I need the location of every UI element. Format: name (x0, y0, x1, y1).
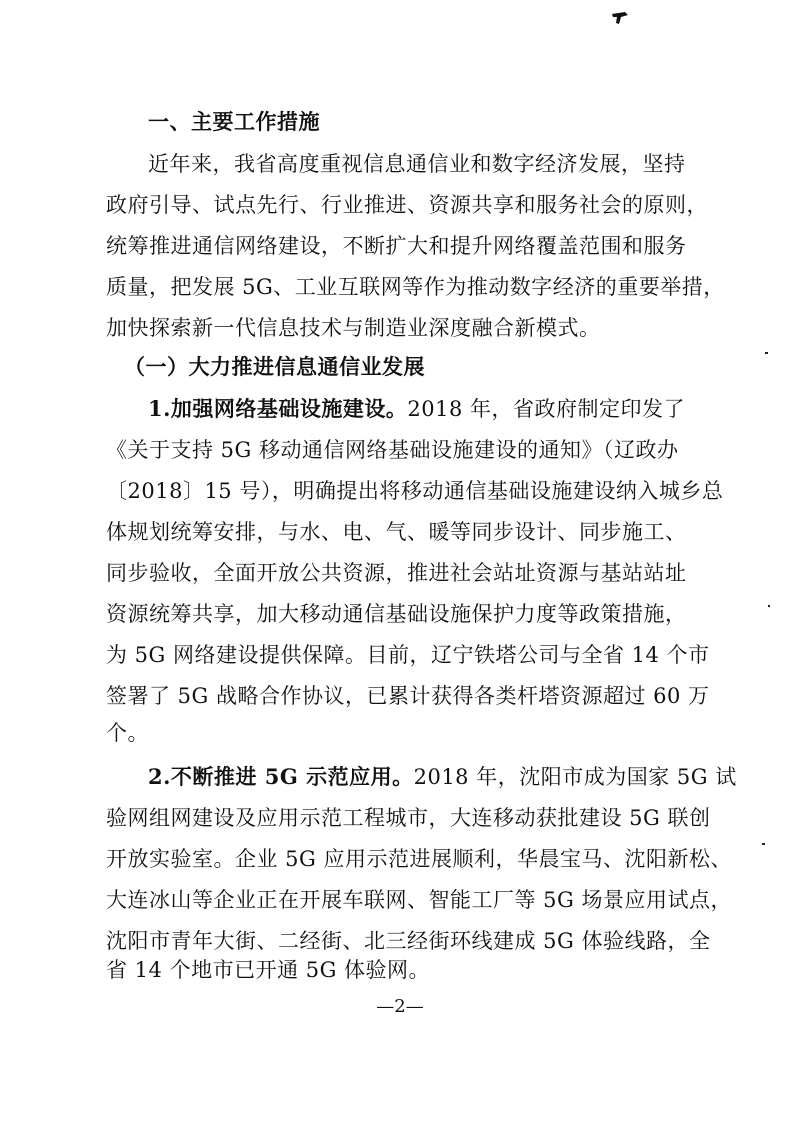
item-2-line: 省 14 个地市已开通 5G 体验网。 (106, 958, 431, 982)
item-2-first-line-text: 2018 年，沈阳市成为国家 5G 试 (413, 765, 737, 789)
scan-speck (765, 352, 768, 354)
item-1-line: 个。 (106, 721, 149, 745)
item-2-first-line (148, 765, 737, 789)
intro-line: 统筹推进通信网络建设，不断扩大和提升网络覆盖范围和服务 (106, 234, 687, 258)
intro-line: 加快探索新一代信息技术与制造业深度融合新模式。 (106, 316, 601, 340)
item-2-line: 验网组网建设及应用示范工程城市，大连移动获批建设 5G 联创 (106, 806, 711, 830)
item-2-line: 开放实验室。企业 5G 应用示范进展顺利，华晨宝马、沈阳新松、 (106, 847, 732, 871)
scan-speck (768, 605, 770, 607)
item-1-title: 1.加强网络基础设施建设。 (148, 396, 408, 421)
intro-line: 政府引导、试点先行、行业推进、资源共享和服务社会的原则， (106, 193, 708, 217)
item-1-first-line (148, 397, 685, 421)
item-2-title: 2.不断推进 5G 示范应用。 (148, 764, 414, 789)
intro-line: 质量，把发展 5G、工业互联网等作为推动数字经济的重要举措， (106, 275, 725, 299)
item-1-first-line-text: 2018 年，省政府制定印发了 (407, 397, 686, 421)
item-1-line: 同步验收，全面开放公共资源，推进社会站址资源与基站站址 (106, 561, 687, 585)
item-2-line: 沈阳市青年大街、二经街、北三经街环线建成 5G 体验线路，全 (106, 929, 711, 953)
item-1-line: 为 5G 网络建设提供保障。目前，辽宁铁塔公司与全省 14 个市 (106, 643, 710, 667)
ink-blot (611, 11, 629, 25)
subsection-heading: （一）大力推进信息通信业发展 (124, 355, 425, 379)
scan-speck (762, 843, 765, 845)
intro-line: 近年来，我省高度重视信息通信业和数字经济发展，坚持 (148, 152, 686, 176)
page-number: —2— (376, 996, 424, 1017)
section-heading: 一、主要工作措施 (148, 110, 320, 134)
item-1-line: 体规划统筹安排，与水、电、气、暖等同步设计、同步施工、 (106, 520, 687, 544)
item-2-line: 大连冰山等企业正在开展车联网、智能工厂等 5G 场景应用试点， (106, 888, 732, 912)
item-1-line: 〔2018〕15 号），明确提出将移动通信基础设施建设纳入城乡总 (106, 479, 724, 503)
item-1-line: 签署了 5G 战略合作协议，已累计获得各类杆塔资源超过 60 万 (106, 684, 710, 708)
item-1-line: 《关于支持 5G 移动通信网络基础设施建设的通知》（辽政办 (106, 438, 679, 462)
item-1-line: 资源统筹共享，加大移动通信基础设施保护力度等政策措施， (106, 602, 687, 626)
